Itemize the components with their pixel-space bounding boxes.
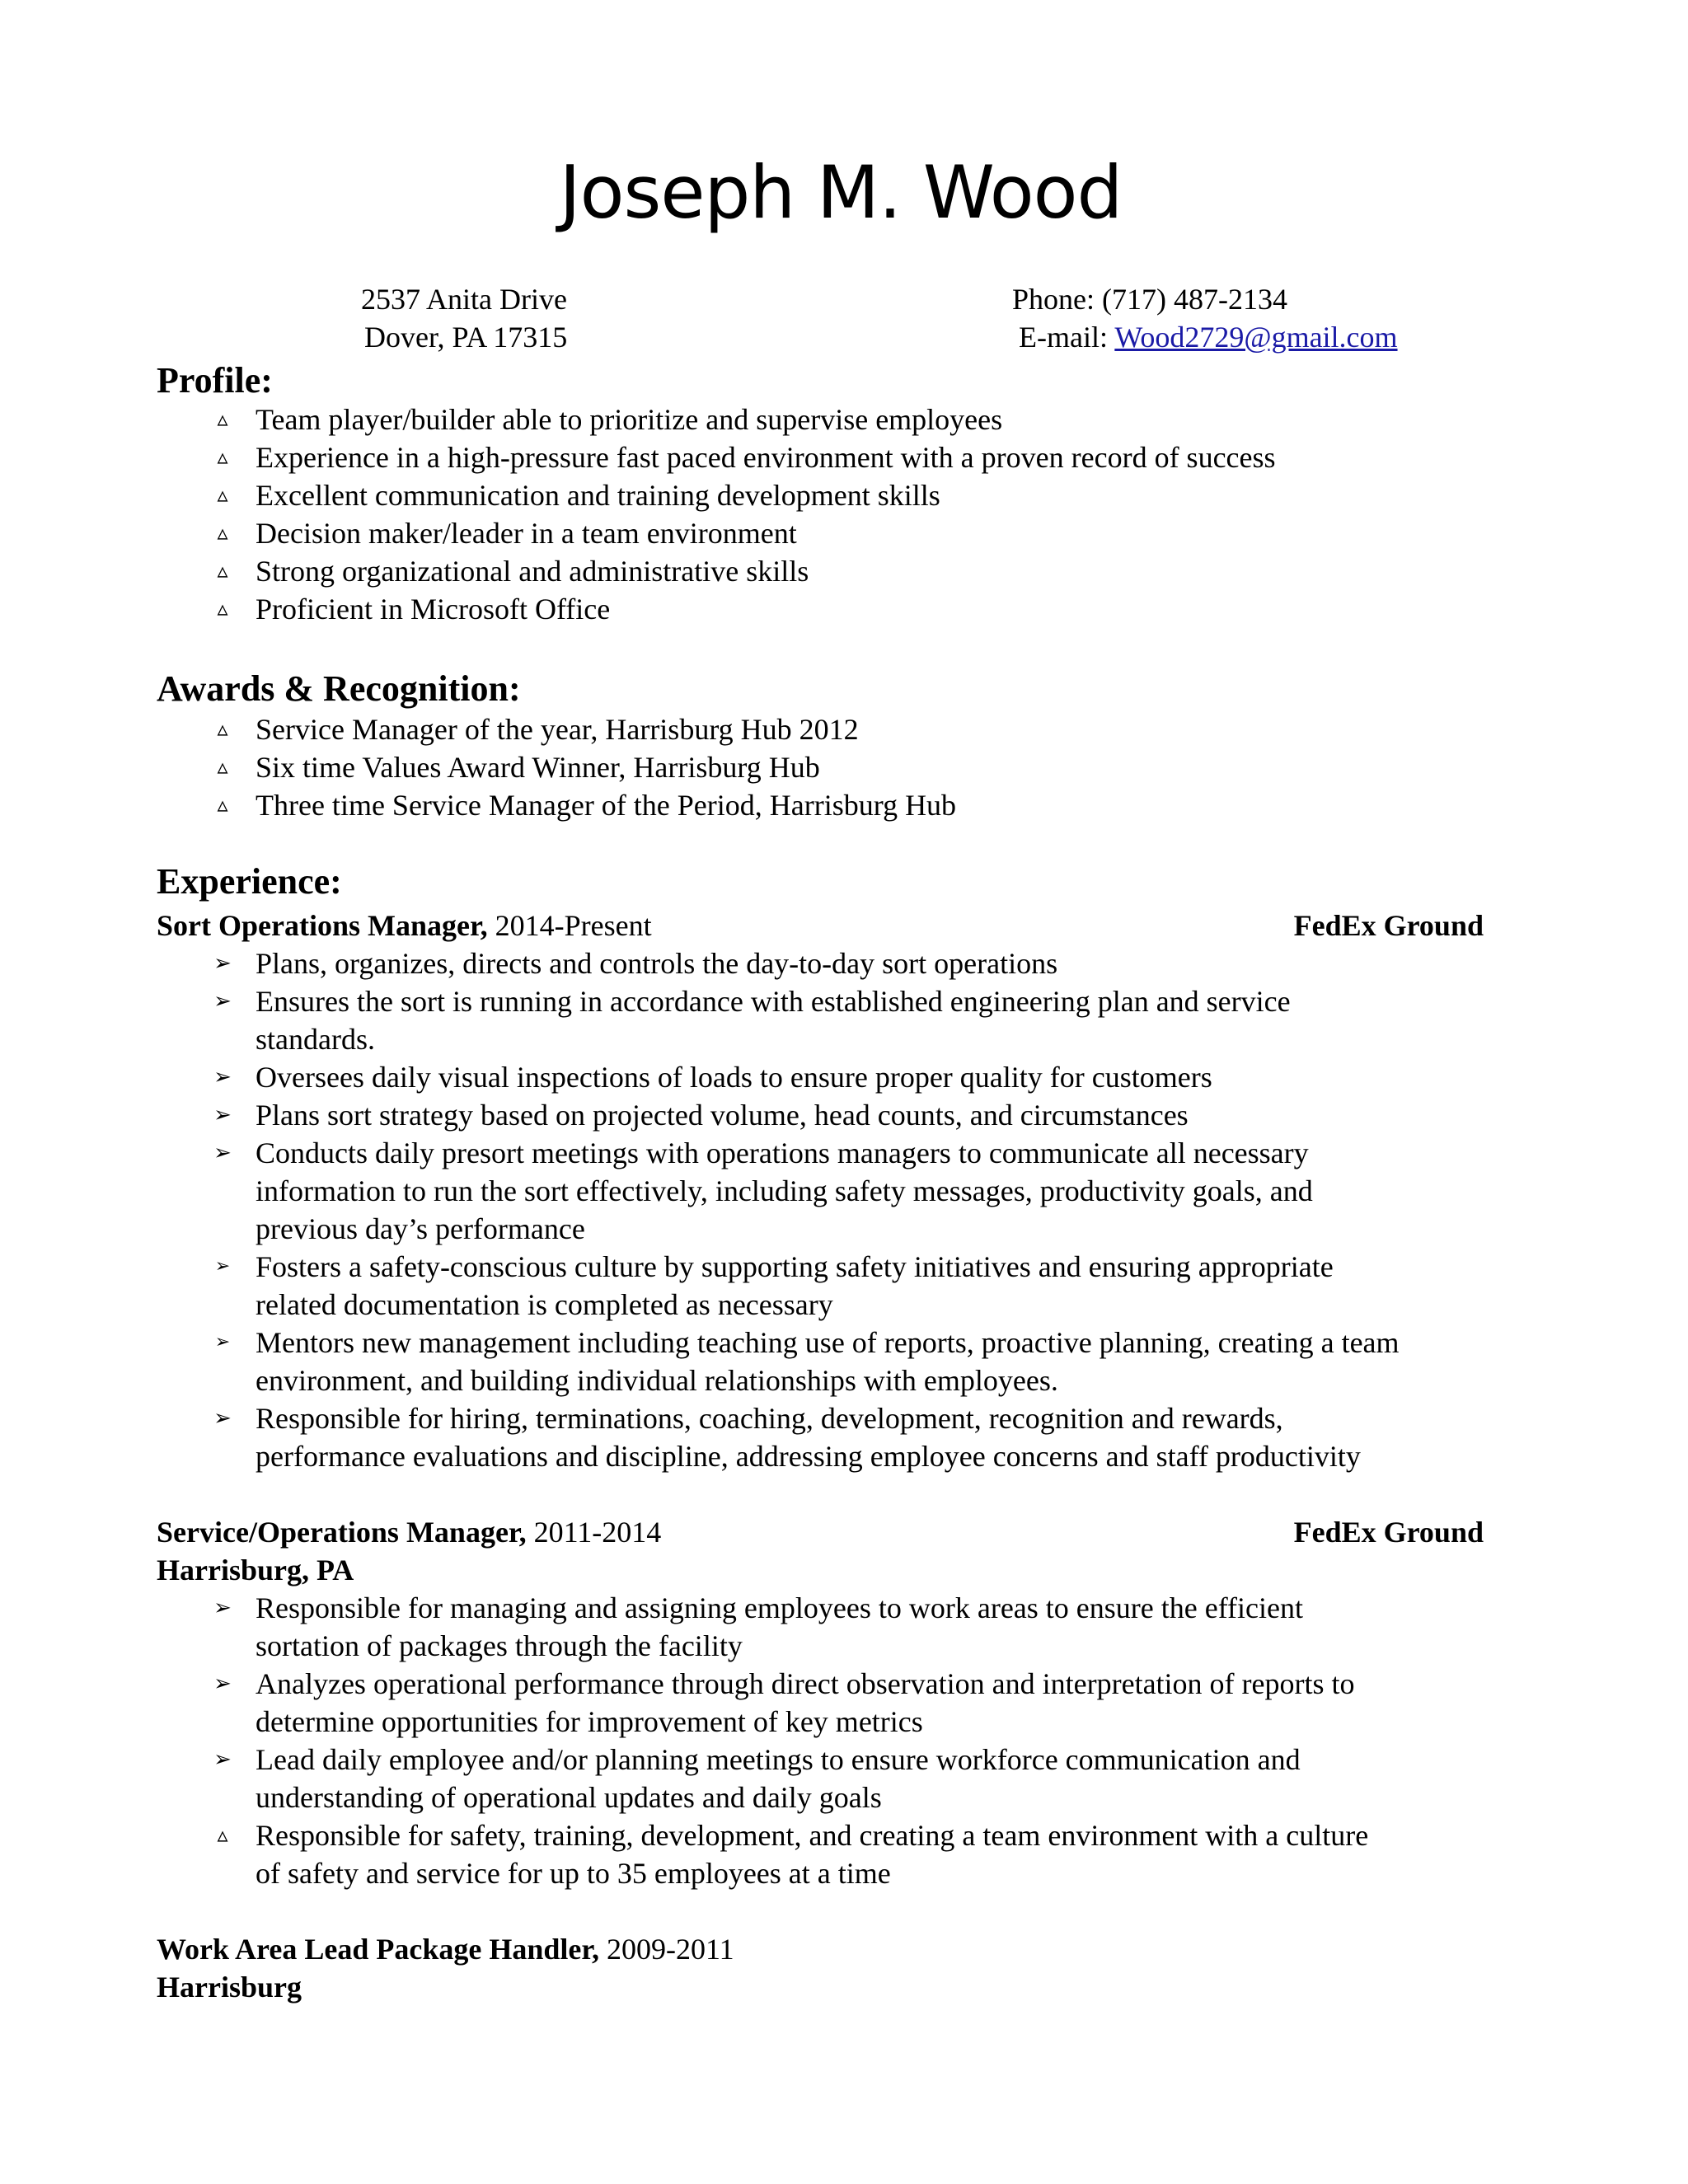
list-item-continuation: performance evaluations and discipline, addressing employee concerns and staff productivity bbox=[256, 1440, 1361, 1473]
list-item: ▵ Excellent communication and training development skills bbox=[206, 476, 1276, 514]
awards-list bbox=[206, 710, 956, 824]
triangle-bullet-icon: ▵ bbox=[217, 755, 228, 780]
list-item: ➢ Lead daily employee and/or planning meetings to ensure workforce communication and bbox=[206, 1741, 1368, 1779]
list-item: ➢ Fosters a safety-conscious culture by supporting safety initiatives and ensuring appropriate bbox=[206, 1248, 1400, 1286]
arrow-bullet-icon: ➢ bbox=[213, 1671, 232, 1696]
list-item: ▵ Experience in a high-pressure fast paced environment with a proven record of success bbox=[206, 438, 1276, 476]
triangle-bullet-icon: ▵ bbox=[217, 597, 228, 621]
list-item: ▵ Proficient in Microsoft Office bbox=[206, 590, 1276, 628]
list-item: ▵ Service Manager of the year, Harrisburg Hub 2012 bbox=[206, 710, 956, 748]
list-item: ➢ Analyzes operational performance through direct observation and interpretation of reports to bbox=[206, 1665, 1368, 1703]
job-company: FedEx Ground bbox=[1293, 1516, 1484, 1549]
triangle-bullet-icon: ▵ bbox=[217, 717, 228, 742]
list-item: ▵ Six time Values Award Winner, Harrisburg Hub bbox=[206, 748, 956, 786]
list-item: ➢ Ensures the sort is running in accordance with established engineering plan and service bbox=[206, 982, 1400, 1020]
arrow-bullet-icon: ➢ bbox=[213, 1596, 232, 1620]
resume-name: Joseph M. Wood bbox=[559, 150, 1123, 235]
triangle-bullet-icon: ▵ bbox=[217, 521, 228, 546]
list-item: ➢ Conducts daily presort meetings with operations managers to communicate all necessary bbox=[206, 1134, 1400, 1172]
job-location: Harrisburg bbox=[157, 1971, 302, 2004]
arrow-bullet-icon: ➢ bbox=[214, 1332, 231, 1352]
job-header bbox=[157, 907, 1484, 944]
list-item: ▵ Three time Service Manager of the Period, Harrisburg Hub bbox=[206, 786, 956, 824]
job-header bbox=[157, 1930, 1484, 1968]
experience-heading: Experience: bbox=[157, 861, 342, 902]
arrow-bullet-icon: ➢ bbox=[213, 1406, 232, 1431]
list-item-continuation: environment, and building individual relationships with employees. bbox=[256, 1364, 1058, 1397]
job-title: Service/Operations Manager, bbox=[157, 1516, 527, 1549]
awards-heading: Awards & Recognition: bbox=[157, 668, 521, 709]
job-duties-list bbox=[206, 944, 1400, 1475]
arrow-bullet-icon: ➢ bbox=[213, 1103, 232, 1127]
list-item-continuation: previous day’s performance bbox=[256, 1212, 585, 1245]
list-item-continuation: determine opportunities for improvement of key metrics bbox=[256, 1705, 923, 1738]
triangle-bullet-icon: ▵ bbox=[217, 445, 228, 470]
triangle-bullet-icon: ▵ bbox=[217, 1823, 228, 1848]
email-line bbox=[1019, 318, 1398, 356]
phone: Phone: (717) 487-2134 bbox=[1012, 283, 1287, 316]
list-item-continuation: understanding of operational updates and daily goals bbox=[256, 1781, 882, 1814]
email-link[interactable]: Wood2729@gmail.com bbox=[1114, 321, 1398, 354]
arrow-bullet-icon: ➢ bbox=[213, 951, 232, 976]
list-item: ➢ Responsible for managing and assigning employees to work areas to ensure the efficient bbox=[206, 1589, 1368, 1627]
list-item: ▵ Responsible for safety, training, development, and creating a team environment with a culture bbox=[206, 1816, 1368, 1854]
job-dates: 2011-2014 bbox=[533, 1516, 662, 1549]
job-location: Harrisburg, PA bbox=[157, 1554, 354, 1586]
list-item: ➢ Plans sort strategy based on projected volume, head counts, and circumstances bbox=[206, 1096, 1400, 1134]
arrow-bullet-icon: ➢ bbox=[213, 1141, 232, 1165]
arrow-bullet-icon: ➢ bbox=[214, 1256, 231, 1277]
list-item: ▵ Decision maker/leader in a team environment bbox=[206, 514, 1276, 552]
list-item: ➢ Mentors new management including teaching use of reports, proactive planning, creating a team bbox=[206, 1324, 1400, 1361]
list-item-continuation: standards. bbox=[256, 1023, 375, 1056]
list-item: ▵ Strong organizational and administrative skills bbox=[206, 552, 1276, 590]
triangle-bullet-icon: ▵ bbox=[217, 483, 228, 508]
list-item-continuation: sortation of packages through the facility bbox=[256, 1629, 743, 1662]
profile-heading: Profile: bbox=[157, 360, 273, 401]
triangle-bullet-icon: ▵ bbox=[217, 793, 228, 818]
arrow-bullet-icon: ➢ bbox=[213, 1065, 232, 1090]
list-item: ➢ Oversees daily visual inspections of loads to ensure proper quality for customers bbox=[206, 1058, 1400, 1096]
list-item-continuation: related documentation is completed as necessary bbox=[256, 1288, 833, 1321]
job-company: FedEx Ground bbox=[1293, 909, 1484, 942]
triangle-bullet-icon: ▵ bbox=[217, 559, 228, 583]
list-item-continuation: of safety and service for up to 35 employees at a time bbox=[256, 1857, 891, 1890]
list-item: ➢ Plans, organizes, directs and controls the day-to-day sort operations bbox=[206, 944, 1400, 982]
job-dates: 2014-Present bbox=[495, 909, 652, 942]
list-item: ➢ Responsible for hiring, terminations, coaching, development, recognition and rewards, bbox=[206, 1399, 1400, 1437]
job-duties-list bbox=[206, 1589, 1368, 1892]
arrow-bullet-icon: ➢ bbox=[213, 1747, 232, 1772]
list-item-continuation: information to run the sort effectively, including safety messages, productivity goals, and bbox=[256, 1174, 1313, 1207]
email-label: E-mail: bbox=[1019, 321, 1108, 354]
address-line-2: Dover, PA 17315 bbox=[364, 321, 568, 354]
arrow-bullet-icon: ➢ bbox=[213, 989, 232, 1014]
job-title: Work Area Lead Package Handler, bbox=[157, 1933, 600, 1966]
address-line-1: 2537 Anita Drive bbox=[361, 283, 567, 316]
profile-list bbox=[206, 401, 1276, 628]
triangle-bullet-icon: ▵ bbox=[217, 407, 228, 432]
list-item: ▵ Team player/builder able to prioritize and supervise employees bbox=[206, 401, 1276, 438]
job-title: Sort Operations Manager, bbox=[157, 909, 488, 942]
job-dates: 2009-2011 bbox=[607, 1933, 734, 1966]
job-header bbox=[157, 1513, 1484, 1551]
